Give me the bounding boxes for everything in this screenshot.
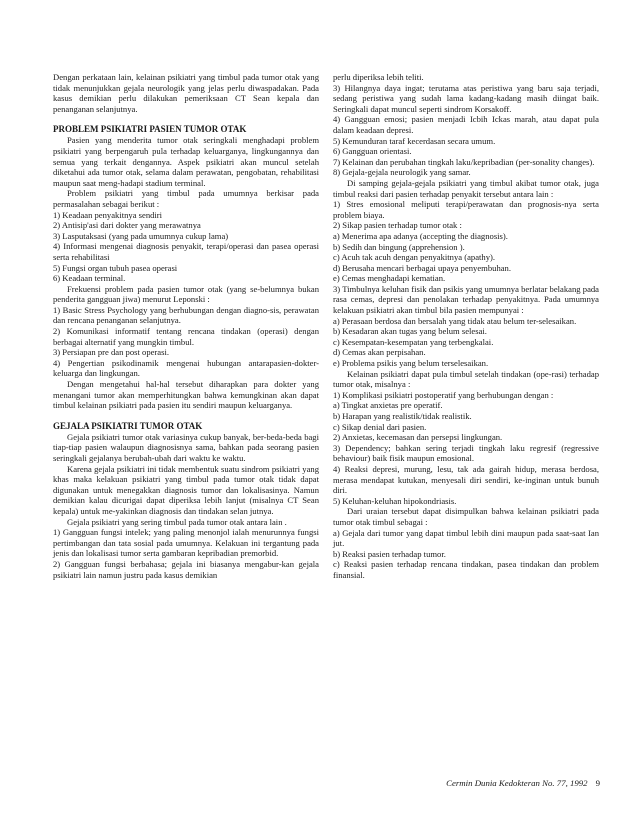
paragraph: Frekuensi problem pada pasien tumor otak (yang se-belumnya bukan penderita gangguan jiwa) menurut Leponski : — [53, 283, 319, 305]
paragraph: Gejala psikiatri tumor otak variasinya cukup banyak, ber-beda-beda bagi tiap-tiap pasien walaupun diagnosisnya sama, bahkan pada seorang pasien seringkali gejalanya berubah-ubah dari waktu ke waktu. — [53, 431, 319, 463]
paragraph: c) Acuh tak acuh dengan penyakitnya (apathy). — [333, 252, 496, 263]
paragraph: 2) Komunikasi informatif tentang rencana tindakan (operasi) dengan berbagai alternatif yang mungkin timbul. — [53, 326, 319, 347]
paragraph: 1) Stres emosional meliputi terapi/perawatan dan prognosis-nya serta problem biaya. — [333, 199, 599, 220]
paragraph: Kelainan psikiatri dapat pula timbul setelah tindakan (ope-rasi) terhadap tumor otak, misalnya : — [333, 368, 599, 390]
paragraph: e) Cemas menghadapi kematian. — [333, 273, 446, 284]
paragraph: 4) Reaksi depresi, murung, lesu, tak ada gairah hidup, merasa berdosa, merasa mendapat kutukan, menyesali diri sendiri, ke-inginan untuk bunuh diri. — [333, 463, 599, 496]
paragraph: c) Kesempatan-kesempatan yang terbengkalai. — [333, 336, 494, 347]
paragraph: a) Tingkat anxietas pre operatif. — [333, 400, 443, 411]
paragraph: 8) Gejala-gejala neurologik yang samar. — [333, 167, 471, 178]
paragraph: a) Menerima apa adanya (accepting the diagnosis). — [333, 230, 508, 241]
paragraph: 4) Pengertian psikodinamik mengenai hubungan antarapasien-dokter-keluarga dan lingkungan. — [53, 357, 319, 379]
paragraph: Pasien yang menderita tumor otak seringkali menghadapi problem psikiatri yang berpengaruh pula terhadap keluarganya, lingkungannya dan semua yang terkait dengannya. Aspek psikiatri akan muncul setelah diketahui ada tumor otak, selama dalam perawatan, pengobatan, rehabilitasi maupun saat meng-hadapi stadium terminal. — [53, 135, 319, 188]
paragraph: d) Berusaha mencari berbagai upaya penyembuhan. — [333, 262, 512, 273]
paragraph: Dengan mengetahui hal-hal tersebut diharapkan para dokter yang menangani tumor akan memperhitungkan bahwa kemungkinan akan dapat timbul kelainan psikiatri pada pasien itu sendiri maupun keluarganya. — [53, 379, 319, 411]
paragraph: 1) Komplikasi psikiatri postoperatif yang berhubungan dengan : — [333, 389, 554, 400]
paragraph: 2) Antisip'asi dari dokter yang merawatnya — [53, 220, 201, 231]
paragraph: 5) Kemunduran taraf kecerdasan secara umum. — [333, 135, 496, 146]
paragraph: c) Reaksi pasien terhadap rencana tindakan, pasea tindakan dan problem finansial. — [333, 559, 599, 580]
paragraph: 6) Keadaan terminal. — [53, 273, 126, 284]
paragraph: 2) Anxietas, kecemasan dan persepsi lingkungan. — [333, 432, 503, 443]
paragraph: Karena gejala psikiatri ini tidak membentuk suatu sindrom psikiatri yang khas maka kelakuan psikiatri yang timbul pada tumor otak tidak dapat digunakan untuk menegakkan diagnosis tumor dan lokalisasinya. Namun demikian kalau dicurigai dapat diperiksa lebih lanjut (misalnya CT Sean kepala) untuk me-yakinkan diagnosis dan tindakan selan jutnya. — [53, 463, 319, 516]
paragraph: 1) Gangguan fungsi intelek; yang paling menonjol ialah menurunnya fungsi pertimbangan dan tata sosial pada umumnya. Kelakuan ini tergantung pada jenis dan lokalisasi tumor serta gambaran kepribadian premorbid. — [53, 527, 319, 559]
paragraph: 2) Sikap pasien terhadap tumor otak : — [333, 220, 462, 231]
paragraph: 3) Hilangnya daya ingat; terutama atas peristiwa yang baru saja terjadi, sedang peristiwa yang sudah lama kadang-kadang masih diingat baik. Seringkali dapat muncul seperti sindrom Korsakoff. — [333, 82, 599, 114]
paragraph: c) Sikap denial dari pasien. — [333, 421, 427, 432]
paragraph: 4) Gangguan emosi; pasien menjadi Icbih Ickas marah, atau dapat pula dalam keadaan depresi. — [333, 114, 599, 135]
paragraph: 3) Timbulnya keluhan fisik dan psikis yang umumnya berlatar belakang pada rasa cemas, depresi dan penolakan terhadap penyakitnya. Pada umumnya kelakuan psikiatri akan timbul bila pasien mempunyai : — [333, 283, 599, 316]
paragraph: 1) Keadaan penyakitnya sendiri — [53, 209, 163, 220]
paragraph: 6) Gangguan orientasi. — [333, 146, 412, 157]
paragraph: e) Problema psikis yang belum terselesaikan. — [333, 358, 489, 369]
page-number: 9 — [595, 778, 600, 788]
paragraph: 2) Gangguan fungsi berbahasa; gejala ini biasanya mengabur-kan gejala psikiatri lain namun justru pada kasus demikian — [53, 558, 319, 580]
paragraph: 7) Kelainan dan perubahan tingkah laku/kepribadian (per-sonality changes). — [333, 156, 595, 167]
paragraph: 4) Informasi mengenai diagnosis penyakit, terapi/operasi dan pasea operasi serta rehabilitasi — [53, 241, 319, 262]
section-heading: GEJALA PSIKIATRI TUMOR OTAK — [53, 420, 203, 431]
left-column — [53, 72, 319, 580]
paragraph: Problem psikiatri yang timbul pada umumnya berkisar pada permasalahan sebagai berikut : — [53, 188, 319, 209]
paragraph: 3) Lasputaksasi (yang pada umumnya cukup lama) — [53, 230, 229, 241]
paragraph: 5) Keluhan-keluhan hipokondriasis. — [333, 495, 457, 506]
paragraph: 3) Dependency; bahkan sering terjadi tingkah laku regresif (regressive behaviour) baik fisik maupun emosional. — [333, 442, 599, 464]
paragraph: a) Gejala dari tumor yang dapat timbul lebih dini maupun pada saat-saat Ian jut. — [333, 527, 599, 549]
paragraph: b) Harapan yang realistik/tidak realistik. — [333, 411, 472, 421]
paragraph: perlu diperiksa lebih teliti. — [333, 72, 424, 82]
paragraph: a) Perasaan berdosa dan bersalah yang tidak atau belum ter-selesaikan. — [333, 315, 577, 326]
right-column — [333, 72, 599, 581]
page-footer — [400, 778, 600, 788]
paragraph: 3) Persiapan pre dan post operasi. — [53, 347, 169, 358]
journal-citation: Cermin Dunia Kedokteran No. 77, 1992 — [446, 778, 588, 788]
paragraph: b) Reaksi pasien terhadap tumor. — [333, 548, 446, 559]
paragraph: 1) Basic Stress Psychology yang berhubungan dengan diagno-sis, perawatan dan rencana penanganan selanjutnya. — [53, 304, 319, 326]
paragraph: 5) Fungsi organ tubuh pasea operasi — [53, 262, 178, 273]
paragraph: d) Cemas akan perpisahan. — [333, 347, 426, 358]
section-heading: PROBLEM PSIKIATRI PASIEN TUMOR OTAK — [53, 124, 247, 135]
paragraph: Dari uraian tersebut dapat disimpulkan bahwa kelainan psikiatri pada tumor otak timbul sebagai : — [333, 506, 599, 527]
paragraph: b) Sedih dan bingung (apprehension ). — [333, 241, 465, 252]
paragraph: Di samping gejala-gejala psikiatri yang timbul akibat tumor otak, juga timbul reaksi dari pasien terhadap penyakit tersebut antara lain : — [333, 177, 599, 199]
paragraph: Gejala psikiatri yang sering timbul pada tumor otak antara lain . — [67, 516, 287, 527]
paragraph: Dengan perkataan lain, kelainan psikiatri yang timbul pada tumor otak yang tidak menunjukkan gejala neurologik yang jelas perlu diwaspadakan. Pada kasus demikian perlu dilakukan pemeriksaan CT Sean kepala dan penanganan selanjutnya. — [53, 72, 319, 114]
paragraph: b) Kesadaran akan tugas yang belum selesai. — [333, 326, 487, 337]
